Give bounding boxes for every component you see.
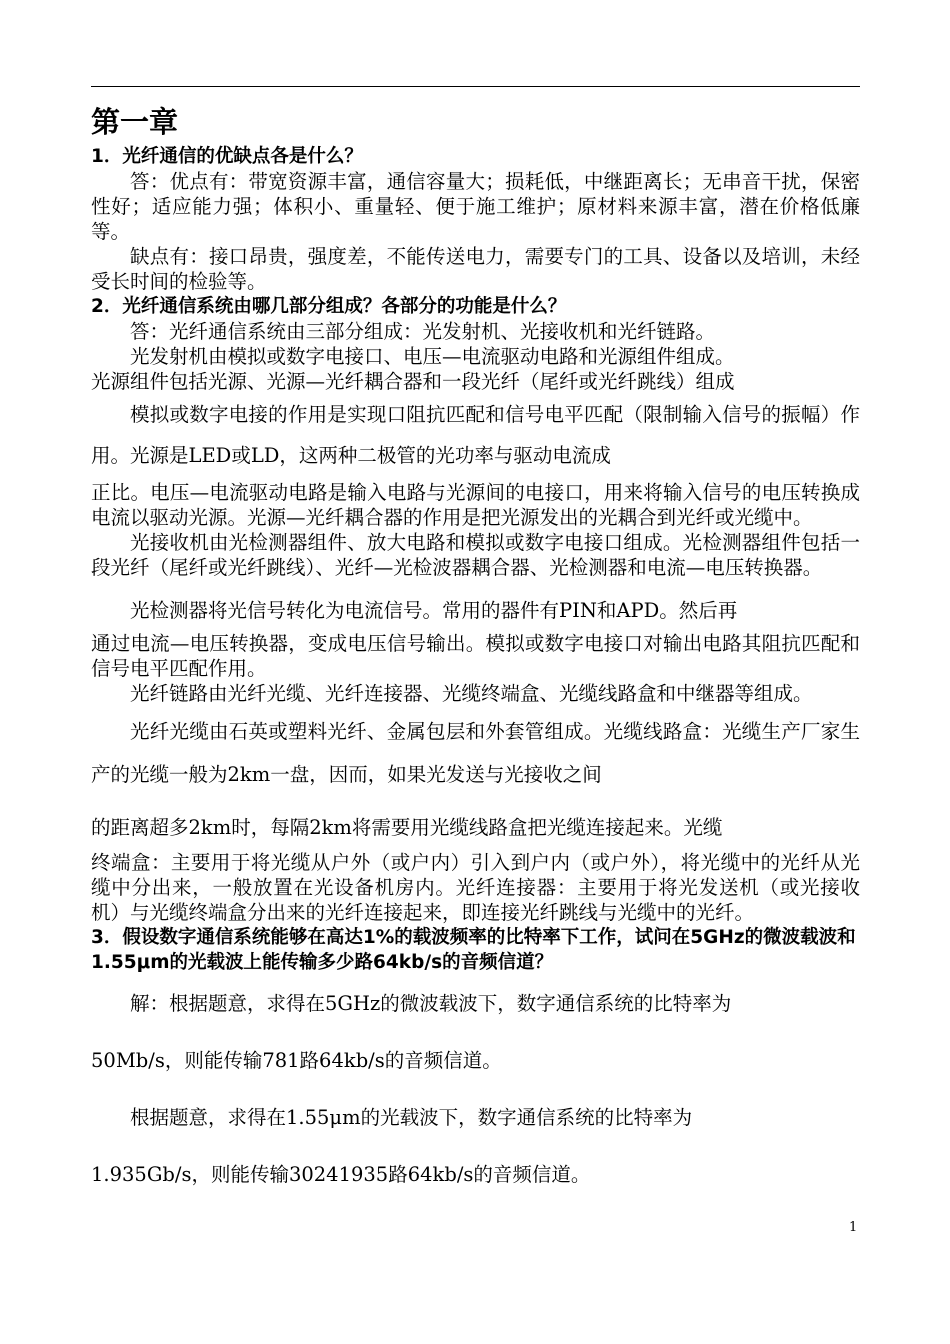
question-2-paragraph-7: 光纤链路由光纤光缆、光纤连接器、光缆终端盒、光缆线路盒和中继器等组成。 [130, 682, 813, 705]
question-2-paragraph-4b: 正比。电压—电流驱动电路是输入电路与光源间的电接口，用来将输入信号的电压转换成电流以驱动光源。光源—光纤耦合器的作用是把光源发出的光耦合到光纤或光缆中。 [91, 481, 860, 529]
question-1-answer-pros: 答：优点有：带宽资源丰富，通信容量大；损耗低，中继距离长；无串音干扰，保密性好；适应能力强；体积小、重量轻、便于施工维护；原材料来源丰富，潜在价格低廉等。 [91, 170, 860, 243]
question-2-title: 2．光纤通信系统由哪几部分组成？各部分的功能是什么？ [91, 296, 567, 317]
question-1-answer-cons: 缺点有：接口昂贵，强度差，不能传送电力，需要专门的工具、设备以及培训，未经受长时间的检验等。 [91, 245, 860, 293]
question-3-paragraph-1: 解：根据题意，求得在5GHz的微波载波下，数字通信系统的比特率为 [130, 992, 732, 1015]
header-rule [91, 86, 860, 87]
chapter-title: 第一章 [91, 105, 179, 139]
question-1-title: 1．光纤通信的优缺点各是什么？ [91, 146, 363, 167]
question-3-paragraph-3: 根据题意，求得在1.55μm的光载波下，数字通信系统的比特率为 [130, 1106, 693, 1129]
question-3-paragraph-2: 50Mb/s，则能传输781路64kb/s的音频信道。 [91, 1049, 502, 1072]
question-2-paragraph-8b: 的距离超多2km时，每隔2km将需要用光缆线路盒把光缆连接起来。光缆 [91, 816, 723, 839]
question-2-paragraph-4a: 模拟或数字电接的作用是实现口阻抗匹配和信号电平匹配（限制输入信号的振幅）作用。光源是LED或LD，这两种二极管的光功率与驱动电流成 [91, 403, 860, 467]
question-2-paragraph-8a: 光纤光缆由石英或塑料光纤、金属包层和外套管组成。光缆线路盒：光缆生产厂家生产的光缆一般为2km一盘，因而，如果光发送与光接收之间 [91, 720, 860, 786]
page-number: 1 [849, 1220, 858, 1235]
question-2-paragraph-6a: 光检测器将光信号转化为电流信号。常用的器件有PIN和APD。然后再 [130, 599, 738, 622]
question-2-paragraph-6b: 通过电流—电压转换器，变成电压信号输出。模拟或数字电接口对输出电路其阻抗匹配和信号电平匹配作用。 [91, 632, 860, 680]
question-2-paragraph-3: 光源组件包括光源、光源—光纤耦合器和一段光纤（尾纤或光纤跳线）组成 [91, 370, 735, 393]
question-2-paragraph-2: 光发射机由模拟或数字电接口、电压—电流驱动电路和光源组件组成。 [130, 345, 735, 368]
question-2-paragraph-8c: 终端盒：主要用于将光缆从户外（或户内）引入到户内（或户外），将光缆中的光纤从光缆中分出来，一般放置在光设备机房内。光纤连接器：主要用于将光发送机（或光接收机）与光缆终端盒分出来的光纤连接起来，即连接光纤跳线与光缆中的光纤。 [91, 851, 860, 924]
question-2-paragraph-1: 答：光纤通信系统由三部分组成：光发射机、光接收机和光纤链路。 [130, 320, 716, 343]
question-3-paragraph-4: 1.935Gb/s，则能传输30241935路64kb/s的音频信道。 [91, 1163, 591, 1186]
question-3-title: 3．假设数字通信系统能够在高达1%的载波频率的比特率下工作，试问在5GHz的微波载波和1.55μm的光载波上能传输多少路64kb/s的音频信道？ [91, 927, 856, 973]
page-content [91, 100, 860, 1203]
question-2-paragraph-5: 光接收机由光检测器组件、放大电路和模拟或数字电接口组成。光检测器组件包括一段光纤（尾纤或光纤跳线）、光纤—光检波器耦合器、光检测器和电流—电压转换器。 [91, 531, 860, 579]
